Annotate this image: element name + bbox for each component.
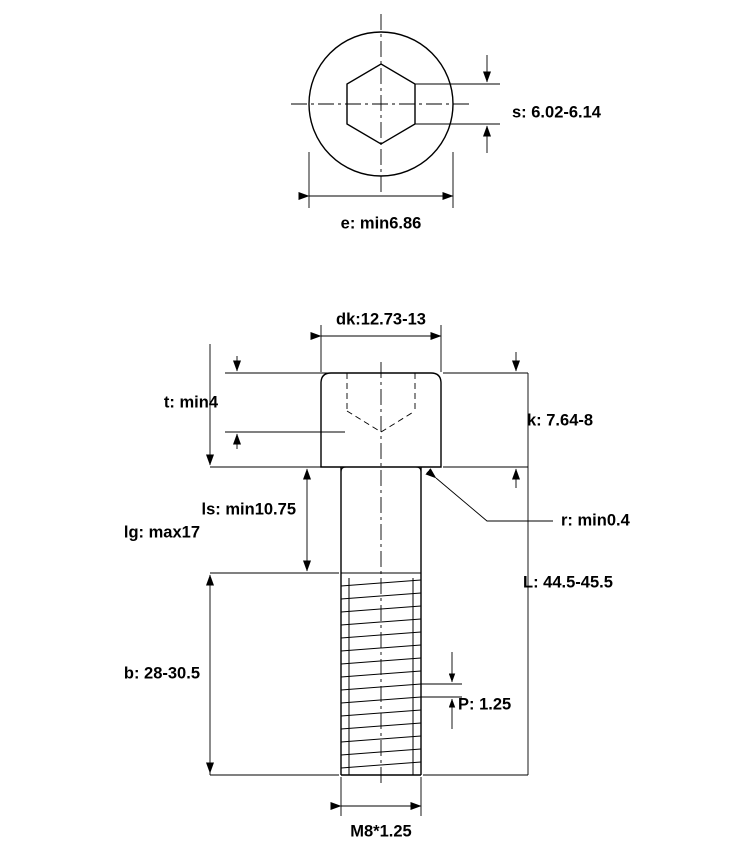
dimension-label-ls: ls: min10.75	[201, 500, 296, 519]
fillet-left	[341, 467, 346, 472]
dimension-label-dk: dk:12.73-13	[336, 310, 426, 329]
top-view-group	[291, 14, 602, 232]
dimension-label-e: e: min6.86	[340, 214, 422, 233]
dimension-label-thread: M8*1.25	[350, 822, 412, 841]
r-leader-line	[436, 478, 553, 521]
side-view-group	[124, 310, 631, 840]
dimension-label-P: P: 1.25	[458, 695, 512, 714]
dimension-label-lg: lg: max17	[123, 523, 200, 542]
dimension-label-k: k: 7.64-8	[527, 411, 594, 430]
dimension-label-b: b: 28-30.5	[123, 664, 200, 683]
dimension-label-r: r: min0.4	[561, 511, 630, 530]
fillet-right	[416, 467, 421, 472]
dimension-label-s: s: 6.02-6.14	[512, 103, 601, 122]
dimension-label-t: t: min4	[163, 393, 218, 412]
dimension-label-L: L: 44.5-45.5	[523, 573, 613, 592]
